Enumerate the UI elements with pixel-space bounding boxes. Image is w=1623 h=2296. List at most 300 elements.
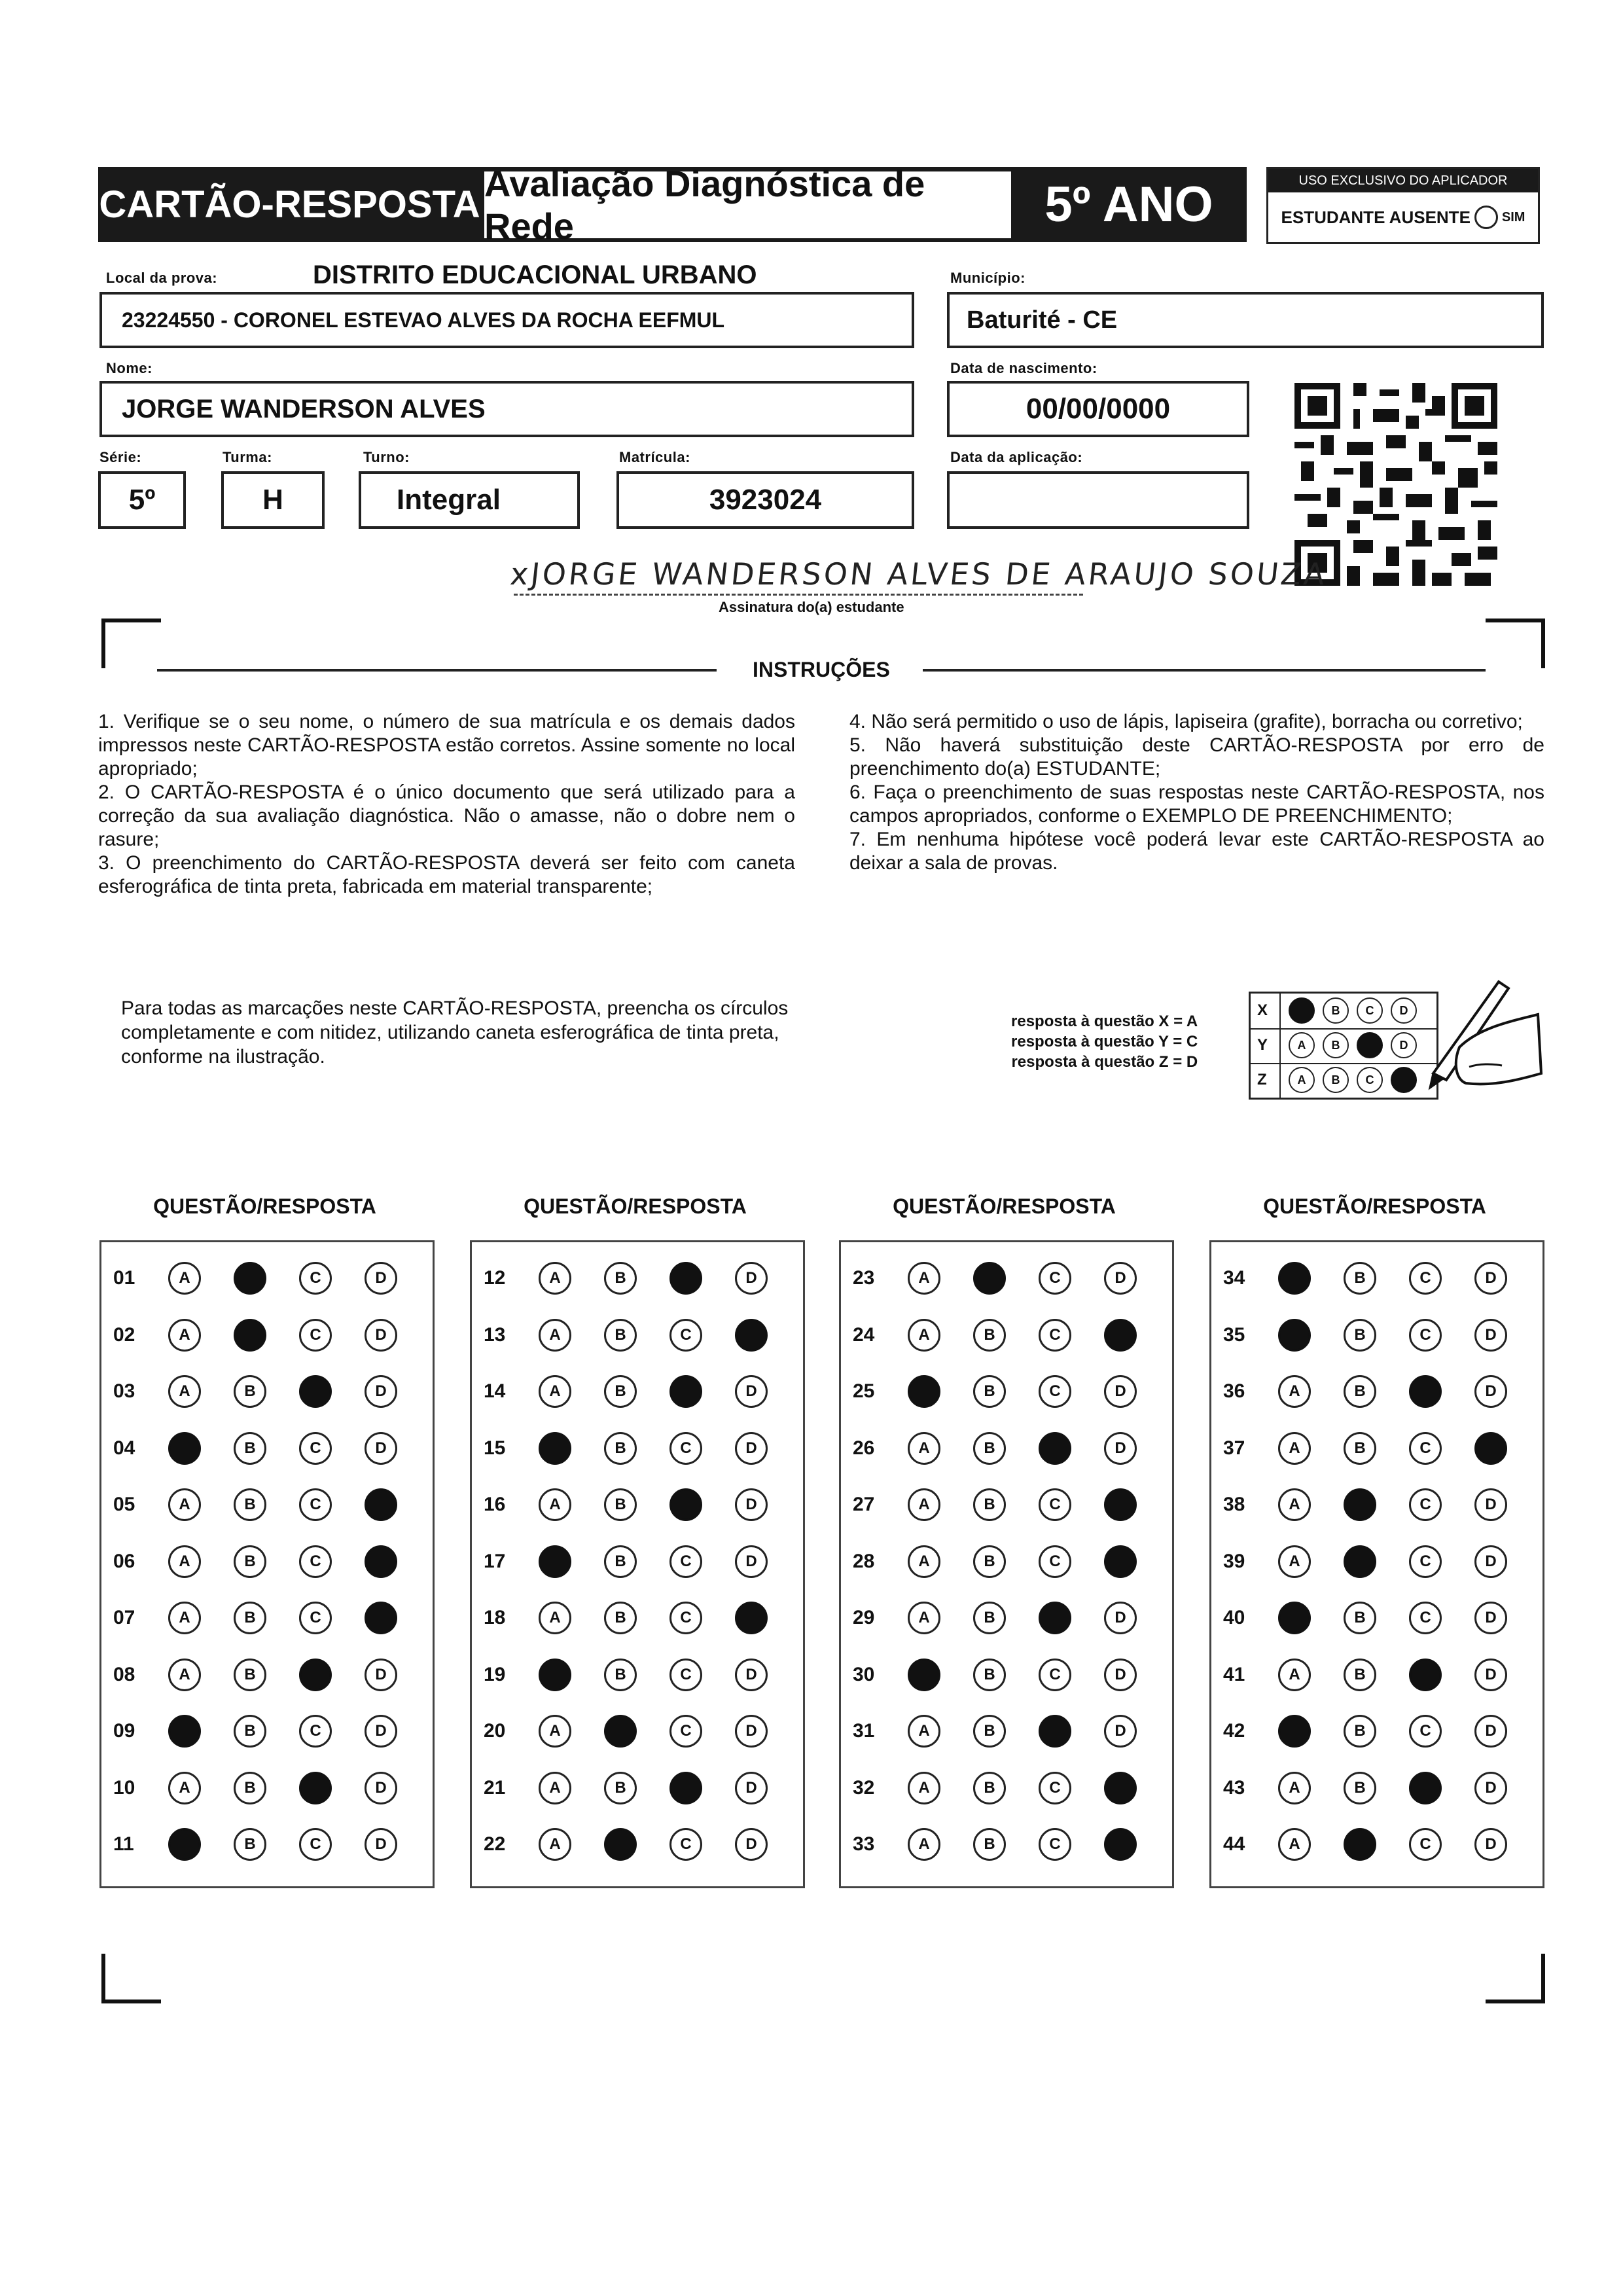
answer-bubble-q30-a[interactable] — [908, 1659, 940, 1691]
answer-bubble-q25-c[interactable]: C — [1039, 1375, 1071, 1408]
answer-bubble-q38-c[interactable]: C — [1409, 1488, 1442, 1521]
answer-bubble-q20-a[interactable]: A — [539, 1715, 571, 1748]
answer-bubble-q28-c[interactable]: C — [1039, 1545, 1071, 1578]
answer-bubble-q27-a[interactable]: A — [908, 1488, 940, 1521]
corner-mark-top-left — [101, 619, 161, 668]
answer-bubble-q03-a[interactable]: A — [168, 1375, 201, 1408]
answer-bubble-q37-d[interactable] — [1474, 1432, 1507, 1465]
municipio-label: Município: — [950, 270, 1026, 286]
answer-bubble-q37-c[interactable]: C — [1409, 1432, 1442, 1465]
answer-bubble-q07-c[interactable]: C — [299, 1602, 332, 1634]
answer-bubble-q24-b[interactable]: B — [973, 1319, 1006, 1352]
instructions-rule-right — [923, 669, 1486, 672]
answer-bubble-q22-a[interactable]: A — [539, 1828, 571, 1861]
answer-bubble-q38-d[interactable]: D — [1474, 1488, 1507, 1521]
answer-bubble-q41-c[interactable] — [1409, 1659, 1442, 1691]
aplicacao-label: Data da aplicação: — [950, 449, 1083, 465]
answer-bubble-q03-b[interactable]: B — [234, 1375, 266, 1408]
answer-bubble-q06-c[interactable]: C — [299, 1545, 332, 1578]
answer-bubble-q44-c[interactable]: C — [1409, 1828, 1442, 1861]
answer-bubble-q19-c[interactable]: C — [669, 1659, 702, 1691]
instruction-3: 3. O preenchimento do CARTÃO-RESPOSTA deverá ser feito com caneta esferográfica de tinta preta, fabricada em material transparente; — [98, 852, 795, 897]
answer-bubble-q24-d[interactable] — [1104, 1319, 1137, 1352]
answer-bubble-q05-b[interactable]: B — [234, 1488, 266, 1521]
answer-bubble-q17-a[interactable] — [539, 1545, 571, 1578]
header-title: CARTÃO-RESPOSTA — [99, 183, 480, 226]
turma-label: Turma: — [223, 449, 272, 465]
turno-label: Turno: — [363, 449, 410, 465]
example-bubble-z-c: C — [1357, 1067, 1383, 1093]
answer-bubble-q17-c[interactable]: C — [669, 1545, 702, 1578]
fill-note: Para todas as marcações neste CARTÃO-RESPOSTA, preencha os círculos completamente e com nitidez, utilizando caneta esferográfica de tinta preta, conforme na ilustração. — [121, 997, 789, 1067]
question-number: 13 — [484, 1323, 506, 1346]
qr-code — [1294, 383, 1497, 586]
answer-bubble-q09-b[interactable]: B — [234, 1715, 266, 1748]
answer-bubble-q23-b[interactable] — [973, 1262, 1006, 1295]
answer-bubble-q14-b[interactable]: B — [604, 1375, 637, 1408]
answer-bubble-q44-b[interactable] — [1344, 1828, 1376, 1861]
question-number: 18 — [484, 1607, 506, 1628]
example-bubble-z-d — [1391, 1067, 1417, 1093]
answer-bubble-q21-b[interactable]: B — [604, 1772, 637, 1804]
answer-bubble-q14-c[interactable] — [669, 1375, 702, 1408]
question-number: 02 — [113, 1323, 135, 1346]
answer-bubble-q11-c[interactable]: C — [299, 1828, 332, 1861]
question-number: 26 — [853, 1437, 875, 1459]
answer-bubble-q21-a[interactable]: A — [539, 1772, 571, 1804]
serie-field: 5º — [98, 471, 186, 529]
answer-bubble-q16-d[interactable]: D — [735, 1488, 768, 1521]
question-number: 21 — [484, 1776, 506, 1799]
answer-bubble-q06-b[interactable]: B — [234, 1545, 266, 1578]
question-number: 43 — [1223, 1776, 1245, 1799]
answer-bubble-q09-c[interactable]: C — [299, 1715, 332, 1748]
answer-bubble-q34-d[interactable]: D — [1474, 1262, 1507, 1295]
answer-bubble-q05-d[interactable] — [365, 1488, 397, 1521]
local-label: Local da prova: — [106, 270, 218, 286]
example-grid — [1249, 992, 1438, 1100]
answer-bubble-q28-b[interactable]: B — [973, 1545, 1006, 1578]
question-number: 14 — [484, 1380, 506, 1402]
question-number: 42 — [1223, 1720, 1245, 1742]
answer-bubble-q28-d[interactable] — [1104, 1545, 1137, 1578]
column-title-3: QUESTÃO/RESPOSTA — [893, 1194, 1116, 1218]
answer-bubble-q39-d[interactable]: D — [1474, 1545, 1507, 1578]
answer-bubble-q34-b[interactable]: B — [1344, 1262, 1376, 1295]
answer-bubble-q03-d[interactable]: D — [365, 1375, 397, 1408]
example-row-label: Y — [1257, 1036, 1268, 1054]
absent-checkbox[interactable] — [1474, 206, 1498, 229]
aplicacao-field — [947, 471, 1249, 529]
answer-bubble-q01-a[interactable]: A — [168, 1262, 201, 1295]
answer-bubble-q01-d[interactable]: D — [365, 1262, 397, 1295]
answer-bubble-q36-a[interactable]: A — [1278, 1375, 1311, 1408]
question-number: 07 — [113, 1607, 135, 1628]
example-bubble-z-b: B — [1323, 1067, 1349, 1093]
question-number: 06 — [113, 1550, 135, 1572]
question-number: 10 — [113, 1776, 135, 1799]
answer-bubble-q04-a[interactable] — [168, 1432, 201, 1465]
answer-bubble-q36-b[interactable]: B — [1344, 1375, 1376, 1408]
turno-field: Integral — [359, 471, 580, 529]
example-row-divider — [1251, 1028, 1436, 1030]
answer-bubble-q15-a[interactable] — [539, 1432, 571, 1465]
applicator-title: USO EXCLUSIVO DO APLICADOR — [1268, 169, 1538, 192]
answer-bubble-q39-c[interactable]: C — [1409, 1545, 1442, 1578]
signature: xJORGE WANDERSON ALVES DE ARAUJO SOUZA — [508, 556, 1329, 592]
answer-bubble-q35-b[interactable]: B — [1344, 1319, 1376, 1352]
answer-bubble-q30-d[interactable]: D — [1104, 1659, 1137, 1691]
answer-bubble-q33-b[interactable]: B — [973, 1828, 1006, 1861]
answer-bubble-q17-b[interactable]: B — [604, 1545, 637, 1578]
answer-bubble-q23-a[interactable]: A — [908, 1262, 940, 1295]
answer-bubble-q29-c[interactable] — [1039, 1602, 1071, 1634]
answer-bubble-q10-a[interactable]: A — [168, 1772, 201, 1804]
absent-label: ESTUDANTE AUSENTE — [1281, 207, 1471, 227]
answer-bubble-q42-c[interactable]: C — [1409, 1715, 1442, 1748]
answer-bubble-q40-c[interactable]: C — [1409, 1602, 1442, 1634]
answer-bubble-q24-c[interactable]: C — [1039, 1319, 1071, 1352]
question-number: 41 — [1223, 1663, 1245, 1685]
absent-option: SIM — [1501, 209, 1525, 224]
question-number: 32 — [853, 1776, 875, 1799]
example-legend — [1011, 1011, 1198, 1072]
question-number: 36 — [1223, 1380, 1245, 1402]
question-number: 29 — [853, 1607, 875, 1628]
column-title-2: QUESTÃO/RESPOSTA — [524, 1194, 747, 1218]
answer-bubble-q01-c[interactable]: C — [299, 1262, 332, 1295]
answer-bubble-q09-a[interactable] — [168, 1715, 201, 1748]
question-number: 08 — [113, 1663, 135, 1685]
answer-bubble-q29-a[interactable]: A — [908, 1602, 940, 1634]
question-number: 05 — [113, 1494, 135, 1515]
example-line-z: resposta à questão Z = D — [1011, 1053, 1198, 1071]
answer-panel-1 — [99, 1240, 435, 1888]
column-title-1: QUESTÃO/RESPOSTA — [153, 1194, 376, 1218]
applicator-box — [1266, 167, 1540, 244]
example-bubble-y-b: B — [1323, 1032, 1349, 1058]
answer-bubble-q42-a[interactable] — [1278, 1715, 1311, 1748]
example-column-divider — [1279, 1028, 1281, 1063]
question-number: 23 — [853, 1267, 875, 1289]
answer-bubble-q42-d[interactable]: D — [1474, 1715, 1507, 1748]
instruction-6: 6. Faça o preenchimento de suas respostas neste CARTÃO-RESPOSTA, nos campos apropriados, conforme o EXEMPLO DE PREENCHIMENTO; — [849, 781, 1544, 827]
answer-bubble-q15-c[interactable]: C — [669, 1432, 702, 1465]
answer-bubble-q02-a[interactable]: A — [168, 1319, 201, 1352]
answer-bubble-q27-d[interactable] — [1104, 1488, 1137, 1521]
answer-bubble-q27-c[interactable]: C — [1039, 1488, 1071, 1521]
question-number: 01 — [113, 1267, 135, 1289]
answer-bubble-q14-d[interactable]: D — [735, 1375, 768, 1408]
answer-bubble-q05-c[interactable]: C — [299, 1488, 332, 1521]
answer-bubble-q02-b[interactable] — [234, 1319, 266, 1352]
example-row-label: X — [1257, 1001, 1268, 1019]
answer-bubble-q23-d[interactable]: D — [1104, 1262, 1137, 1295]
answer-bubble-q28-a[interactable]: A — [908, 1545, 940, 1578]
nome-field: JORGE WANDERSON ALVES — [99, 381, 914, 437]
answer-bubble-q12-a[interactable]: A — [539, 1262, 571, 1295]
answer-bubble-q42-b[interactable]: B — [1344, 1715, 1376, 1748]
answer-bubble-q24-a[interactable]: A — [908, 1319, 940, 1352]
answer-bubble-q25-d[interactable]: D — [1104, 1375, 1137, 1408]
answer-bubble-q05-a[interactable]: A — [168, 1488, 201, 1521]
local-value: DISTRITO EDUCACIONAL URBANO — [313, 260, 757, 289]
answer-bubble-q33-a[interactable]: A — [908, 1828, 940, 1861]
answer-bubble-q40-a[interactable] — [1278, 1602, 1311, 1634]
answer-bubble-q02-c[interactable]: C — [299, 1319, 332, 1352]
answer-bubble-q14-a[interactable]: A — [539, 1375, 571, 1408]
answer-bubble-q35-d[interactable]: D — [1474, 1319, 1507, 1352]
example-bubble-y-d: D — [1391, 1032, 1417, 1058]
example-bubble-z-a: A — [1289, 1067, 1315, 1093]
answer-bubble-q32-b[interactable]: B — [973, 1772, 1006, 1804]
answer-bubble-q19-d[interactable]: D — [735, 1659, 768, 1691]
answer-bubble-q32-a[interactable]: A — [908, 1772, 940, 1804]
answer-bubble-q29-b[interactable]: B — [973, 1602, 1006, 1634]
answer-bubble-q23-c[interactable]: C — [1039, 1262, 1071, 1295]
question-number: 16 — [484, 1494, 506, 1515]
header-subtitle: Avaliação Diagnóstica de Rede — [484, 163, 925, 247]
question-number: 09 — [113, 1720, 135, 1742]
answer-bubble-q36-d[interactable]: D — [1474, 1375, 1507, 1408]
answer-bubble-q40-b[interactable]: B — [1344, 1602, 1376, 1634]
serie-label: Série: — [99, 449, 142, 465]
example-bubble-x-d: D — [1391, 997, 1417, 1024]
nascimento-label: Data de nascimento: — [950, 360, 1097, 376]
question-number: 24 — [853, 1323, 875, 1346]
answer-bubble-q26-c[interactable] — [1039, 1432, 1071, 1465]
answer-bubble-q20-d[interactable]: D — [735, 1715, 768, 1748]
answer-bubble-q16-c[interactable] — [669, 1488, 702, 1521]
answer-bubble-q16-b[interactable]: B — [604, 1488, 637, 1521]
answer-bubble-q34-a[interactable] — [1278, 1262, 1311, 1295]
question-number: 04 — [113, 1437, 135, 1459]
answer-bubble-q44-a[interactable]: A — [1278, 1828, 1311, 1861]
nascimento-field: 00/00/0000 — [947, 381, 1249, 437]
question-number: 39 — [1223, 1550, 1245, 1572]
grade-label: 5º ANO — [1044, 177, 1213, 232]
answer-bubble-q13-d[interactable] — [735, 1319, 768, 1352]
answer-bubble-q31-a[interactable]: A — [908, 1715, 940, 1748]
question-number: 28 — [853, 1550, 875, 1572]
answer-bubble-q25-b[interactable]: B — [973, 1375, 1006, 1408]
answer-bubble-q10-b[interactable]: B — [234, 1772, 266, 1804]
question-number: 25 — [853, 1380, 875, 1402]
answer-bubble-q32-d[interactable] — [1104, 1772, 1137, 1804]
question-number: 17 — [484, 1550, 506, 1572]
answer-bubble-q20-c[interactable]: C — [669, 1715, 702, 1748]
answer-bubble-q36-c[interactable] — [1409, 1375, 1442, 1408]
answer-bubble-q26-d[interactable]: D — [1104, 1432, 1137, 1465]
answer-bubble-q08-c[interactable] — [299, 1659, 332, 1691]
answer-bubble-q26-b[interactable]: B — [973, 1432, 1006, 1465]
answer-bubble-q35-a[interactable] — [1278, 1319, 1311, 1352]
instruction-1: 1. Verifique se o seu nome, o número de sua matrícula e os demais dados impressos neste CARTÃO-RESPOSTA estão corretos. Assine somente no local apropriado; — [98, 711, 795, 780]
answer-bubble-q02-d[interactable]: D — [365, 1319, 397, 1352]
question-number: 33 — [853, 1833, 875, 1855]
corner-mark-top-right — [1486, 619, 1545, 668]
answer-panel-2 — [470, 1240, 805, 1888]
header-subtitle-block — [484, 163, 1014, 247]
answer-bubble-q06-a[interactable]: A — [168, 1545, 201, 1578]
answer-bubble-q09-d[interactable]: D — [365, 1715, 397, 1748]
answer-bubble-q38-b[interactable] — [1344, 1488, 1376, 1521]
answer-bubble-q15-b[interactable]: B — [604, 1432, 637, 1465]
answer-bubble-q12-c[interactable] — [669, 1262, 702, 1295]
instruction-2: 2. O CARTÃO-RESPOSTA é o único documento que será utilizado para a correção da sua avaliação diagnóstica. Não o amasse, não o dobre nem o rasure; — [98, 781, 795, 850]
question-number: 35 — [1223, 1323, 1245, 1346]
answer-panel-4 — [1209, 1240, 1544, 1888]
answer-bubble-q25-a[interactable] — [908, 1375, 940, 1408]
answer-bubble-q34-c[interactable]: C — [1409, 1262, 1442, 1295]
question-number: 30 — [853, 1663, 875, 1685]
answer-bubble-q29-d[interactable]: D — [1104, 1602, 1137, 1634]
answer-bubble-q37-a[interactable]: A — [1278, 1432, 1311, 1465]
example-row-divider — [1251, 1063, 1436, 1064]
answer-bubble-q43-d[interactable]: D — [1474, 1772, 1507, 1804]
example-line-x: resposta à questão X = A — [1011, 1013, 1198, 1030]
answer-bubble-q18-a[interactable]: A — [539, 1602, 571, 1634]
example-bubble-x-a — [1289, 997, 1315, 1024]
example-row-label: Z — [1257, 1071, 1267, 1088]
answer-bubble-q04-b[interactable]: B — [234, 1432, 266, 1465]
answer-bubble-q16-a[interactable]: A — [539, 1488, 571, 1521]
instruction-7: 7. Em nenhuma hipótese você poderá levar este CARTÃO-RESPOSTA ao deixar a sala de provas. — [849, 829, 1544, 874]
question-number: 27 — [853, 1494, 875, 1515]
question-number: 40 — [1223, 1607, 1245, 1628]
answer-bubble-q22-c[interactable]: C — [669, 1828, 702, 1861]
answer-bubble-q31-d[interactable]: D — [1104, 1715, 1137, 1748]
answer-bubble-q07-a[interactable]: A — [168, 1602, 201, 1634]
header-title-block — [98, 167, 481, 242]
answer-bubble-q18-b[interactable]: B — [604, 1602, 637, 1634]
instructions-right — [849, 710, 1544, 875]
answer-bubble-q41-b[interactable]: B — [1344, 1659, 1376, 1691]
instruction-4: 4. Não será permitido o uso de lápis, lapiseira (grafite), borracha ou corretivo; — [849, 711, 1523, 732]
question-number: 34 — [1223, 1267, 1245, 1289]
answer-bubble-q07-d[interactable] — [365, 1602, 397, 1634]
answer-bubble-q43-c[interactable] — [1409, 1772, 1442, 1804]
question-number: 11 — [113, 1833, 134, 1855]
answer-bubble-q41-a[interactable]: A — [1278, 1659, 1311, 1691]
answer-bubble-q06-d[interactable] — [365, 1545, 397, 1578]
answer-bubble-q44-d[interactable]: D — [1474, 1828, 1507, 1861]
answer-bubble-q33-c[interactable]: C — [1039, 1828, 1071, 1861]
answer-bubble-q20-b[interactable] — [604, 1715, 637, 1748]
answer-bubble-q18-d[interactable] — [735, 1602, 768, 1634]
question-number: 44 — [1223, 1833, 1245, 1855]
example-bubble-y-a: A — [1289, 1032, 1315, 1058]
answer-bubble-q21-c[interactable] — [669, 1772, 702, 1804]
example-bubble-y-c — [1357, 1032, 1383, 1058]
instructions-left — [98, 710, 795, 899]
answer-bubble-q38-a[interactable]: A — [1278, 1488, 1311, 1521]
question-number: 37 — [1223, 1437, 1245, 1459]
answer-bubble-q21-d[interactable]: D — [735, 1772, 768, 1804]
answer-bubble-q39-a[interactable]: A — [1278, 1545, 1311, 1578]
answer-bubble-q04-d[interactable]: D — [365, 1432, 397, 1465]
answer-bubble-q27-b[interactable]: B — [973, 1488, 1006, 1521]
answer-bubble-q32-c[interactable]: C — [1039, 1772, 1071, 1804]
question-number: 12 — [484, 1267, 506, 1289]
answer-bubble-q17-d[interactable]: D — [735, 1545, 768, 1578]
answer-bubble-q11-b[interactable]: B — [234, 1828, 266, 1861]
answer-bubble-q10-d[interactable]: D — [365, 1772, 397, 1804]
example-column-divider — [1279, 994, 1281, 1028]
answer-bubble-q08-a[interactable]: A — [168, 1659, 201, 1691]
answer-bubble-q37-b[interactable]: B — [1344, 1432, 1376, 1465]
answer-bubble-q18-c[interactable]: C — [669, 1602, 702, 1634]
answer-bubble-q11-d[interactable]: D — [365, 1828, 397, 1861]
answer-bubble-q12-d[interactable]: D — [735, 1262, 768, 1295]
corner-mark-bottom-left — [101, 1954, 161, 2003]
answer-bubble-q35-c[interactable]: C — [1409, 1319, 1442, 1352]
answer-bubble-q08-b[interactable]: B — [234, 1659, 266, 1691]
example-column-divider — [1279, 1063, 1281, 1098]
answer-bubble-q43-b[interactable]: B — [1344, 1772, 1376, 1804]
matricula-label: Matrícula: — [619, 449, 690, 465]
answer-bubble-q40-d[interactable]: D — [1474, 1602, 1507, 1634]
municipio-field: Baturité - CE — [947, 292, 1544, 348]
answer-bubble-q33-d[interactable] — [1104, 1828, 1137, 1861]
instructions-title: INSTRUÇÕES — [753, 658, 890, 681]
question-number: 15 — [484, 1437, 506, 1459]
answer-bubble-q22-b[interactable] — [604, 1828, 637, 1861]
answer-bubble-q13-b[interactable]: B — [604, 1319, 637, 1352]
answer-bubble-q03-c[interactable] — [299, 1375, 332, 1408]
example-bubble-x-b: B — [1323, 997, 1349, 1024]
question-number: 19 — [484, 1663, 506, 1685]
answer-bubble-q10-c[interactable] — [299, 1772, 332, 1804]
answer-bubble-q07-b[interactable]: B — [234, 1602, 266, 1634]
answer-bubble-q04-c[interactable]: C — [299, 1432, 332, 1465]
answer-bubble-q13-c[interactable]: C — [669, 1319, 702, 1352]
question-number: 31 — [853, 1720, 875, 1742]
answer-bubble-q08-d[interactable]: D — [365, 1659, 397, 1691]
answer-bubble-q41-d[interactable]: D — [1474, 1659, 1507, 1691]
answer-bubble-q19-a[interactable] — [539, 1659, 571, 1691]
answer-bubble-q22-d[interactable]: D — [735, 1828, 768, 1861]
answer-bubble-q30-b[interactable]: B — [973, 1659, 1006, 1691]
answer-bubble-q31-b[interactable]: B — [973, 1715, 1006, 1748]
answer-bubble-q39-b[interactable] — [1344, 1545, 1376, 1578]
answer-bubble-q43-a[interactable]: A — [1278, 1772, 1311, 1804]
turma-field: H — [221, 471, 325, 529]
question-number: 20 — [484, 1720, 506, 1742]
answer-bubble-q01-b[interactable] — [234, 1262, 266, 1295]
answer-bubble-q30-c[interactable]: C — [1039, 1659, 1071, 1691]
answer-panel-3 — [839, 1240, 1174, 1888]
corner-mark-bottom-right — [1486, 1954, 1545, 2003]
school-field: 23224550 - CORONEL ESTEVAO ALVES DA ROCHA EEFMUL — [99, 292, 914, 348]
question-number: 38 — [1223, 1494, 1245, 1515]
signature-label: Assinatura do(a) estudante — [719, 599, 904, 615]
answer-bubble-q12-b[interactable]: B — [604, 1262, 637, 1295]
example-bubble-x-c: C — [1357, 997, 1383, 1024]
instructions-rule-left — [157, 669, 717, 672]
column-title-4: QUESTÃO/RESPOSTA — [1263, 1194, 1486, 1218]
answer-bubble-q26-a[interactable]: A — [908, 1432, 940, 1465]
answer-bubble-q13-a[interactable]: A — [539, 1319, 571, 1352]
answer-bubble-q11-a[interactable] — [168, 1828, 201, 1861]
signature-line — [514, 594, 1083, 596]
answer-bubble-q31-c[interactable] — [1039, 1715, 1071, 1748]
matricula-field: 3923024 — [616, 471, 914, 529]
answer-bubble-q15-d[interactable]: D — [735, 1432, 768, 1465]
answer-bubble-q19-b[interactable]: B — [604, 1659, 637, 1691]
question-number: 22 — [484, 1833, 506, 1855]
pen-hand-icon — [1420, 975, 1544, 1096]
